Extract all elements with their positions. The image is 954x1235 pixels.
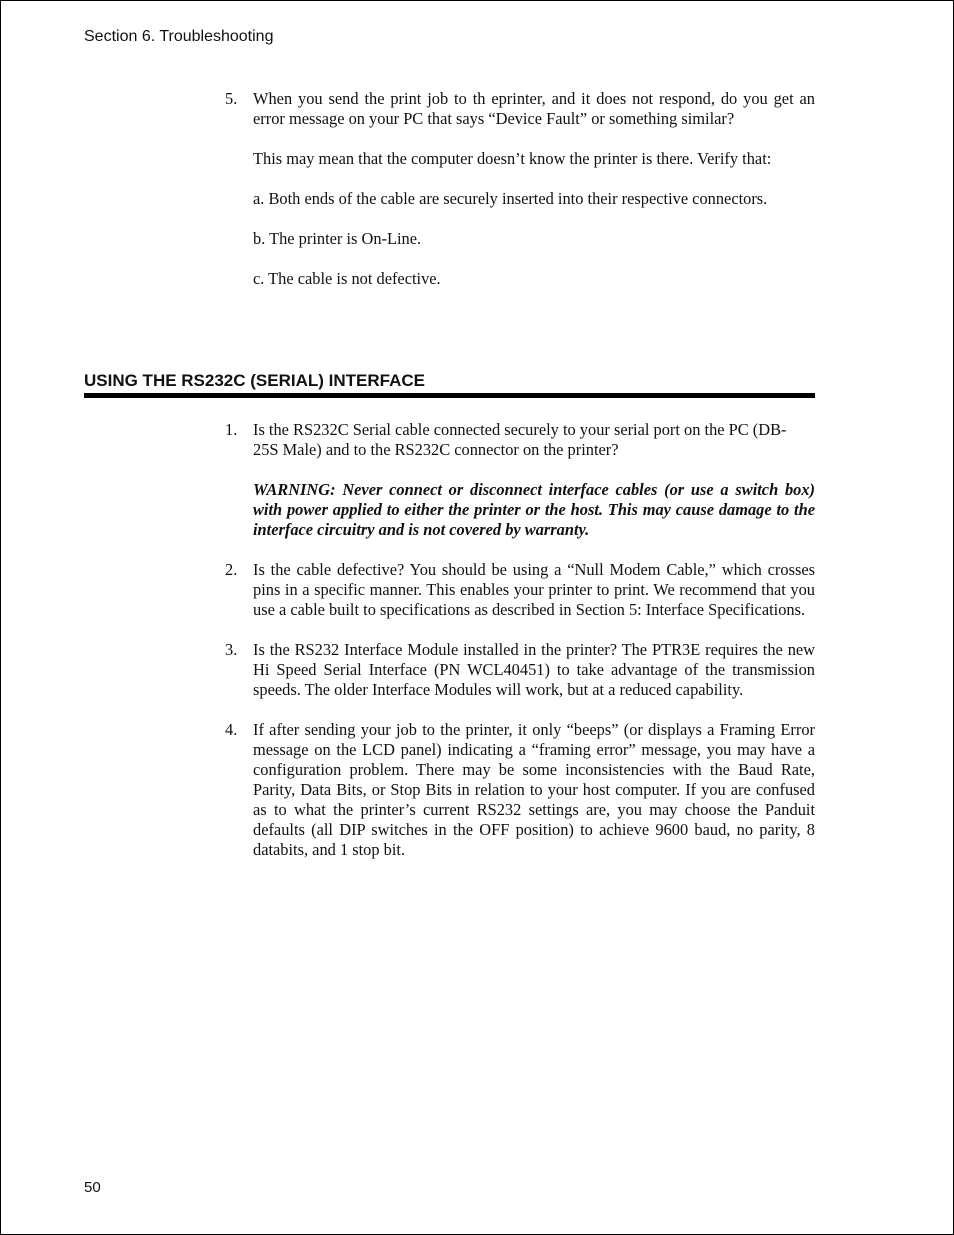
item-question: When you send the print job to th eprinter, and it does not respond, do you get an error message on your PC that says “Device Fault” or something similar? [253, 89, 815, 128]
list-item-5 [225, 89, 815, 289]
list-item-1 [225, 420, 815, 540]
list-item-2 [225, 560, 815, 620]
item-content [253, 640, 815, 700]
item-number: 5. [225, 89, 238, 108]
item-content [253, 720, 815, 860]
section-rule [84, 393, 815, 398]
item-number: 4. [225, 720, 238, 739]
list-item-4 [225, 720, 815, 860]
running-header: Section 6. Troubleshooting [84, 28, 274, 45]
serial-troubleshooting-list [225, 420, 815, 860]
item-text: Is the RS232 Interface Module installed in the printer? The PTR3E requires the new Hi Speed Serial Interface (PN WCL40451) to take advantage of the transmission speeds. The older Interface Modules will work, but at a reduced capability. [253, 640, 815, 699]
item-number: 3. [225, 640, 238, 659]
item-number: 1. [225, 420, 238, 439]
section-heading: USING THE RS232C (SERIAL) INTERFACE [84, 371, 425, 390]
item-number: 2. [225, 560, 238, 579]
item-text: Is the RS232C Serial cable connected securely to your serial port on the PC (DB- 25S Male) and to the RS232C connector on the printer? [253, 420, 787, 459]
list-item-3 [225, 640, 815, 700]
item-explanation: This may mean that the computer doesn’t know the printer is there. Verify that: [253, 149, 772, 168]
item-content [253, 420, 815, 540]
warning-text: WARNING: Never connect or disconnect interface cables (or use a switch box) with power applied to either the printer or the host. This may cause damage to the interface circuitry and is not covered by warranty. [253, 480, 815, 539]
parallel-troubleshooting-list [225, 89, 815, 289]
page-number: 50 [84, 1179, 101, 1196]
item-content [253, 89, 815, 289]
item-text: Is the cable defective? You should be using a “Null Modem Cable,” which crosses pins in a specific manner. This enables your printer to print. We recommend that you use a cable built to specifications as described in Section 5: Interface Specifications. [253, 560, 815, 619]
check-a: a. Both ends of the cable are securely inserted into their respective connectors. [253, 189, 768, 208]
check-b: b. The printer is On-Line. [253, 229, 422, 248]
item-content [253, 560, 815, 620]
check-c: c. The cable is not defective. [253, 269, 441, 288]
item-text: If after sending your job to the printer, it only “beeps” (or displays a Framing Error message on the LCD panel) indicating a “framing error” message, you may have a configuration problem. There may be some inconsistencies with the Baud Rate, Parity, Data Bits, or Stop Bits in relation to your host computer. If you are confused as to what the printer’s current RS232 settings are, you may choose the Panduit defaults (all DIP switches in the OFF position) to achieve 9600 baud, no parity, 8 databits, and 1 stop bit. [253, 720, 815, 859]
